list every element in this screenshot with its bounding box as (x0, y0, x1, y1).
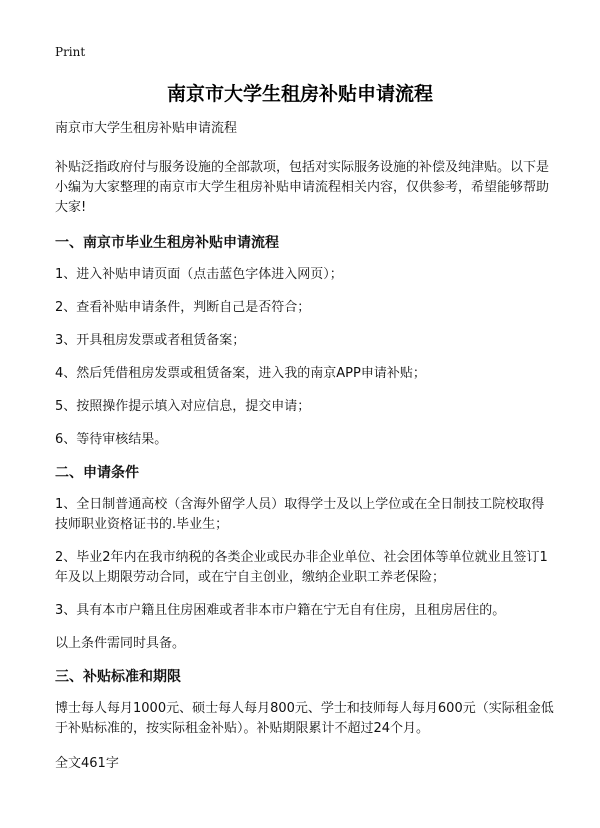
process-step: 3、开具租房发票或者租赁备案； (55, 333, 246, 348)
print-link[interactable]: Print (55, 45, 86, 59)
condition-item: 3、具有本市户籍且住房困难或者非本市户籍在宁无自有住房，且租房居住的。 (55, 603, 506, 618)
conditions-note: 以上条件需同时具备。 (55, 636, 186, 651)
section-heading-standards: 三、补贴标准和期限 (55, 669, 181, 685)
document-title: 南京市大学生租房补贴申请流程 (166, 83, 433, 105)
process-step: 5、按照操作提示填入对应信息，提交申请； (55, 399, 311, 414)
condition-item: 1、全日制普通高校（含海外留学人员）取得学士及以上学位或在全日制技工院校取得技师职业资格证书的.毕业生； (55, 497, 545, 532)
intro-paragraph: 补贴泛指政府付与服务设施的全部款项，包括对实际服务设施的补偿及纯津贴。以下是小编为大家整理的南京市大学生租房补贴申请流程相关内容，仅供参考，希望能够帮助大家! (55, 160, 550, 215)
process-step: 6、等待审核结果。 (55, 432, 168, 447)
process-step: 1、进入补贴申请页面（点击蓝色字体进入网页）； (55, 267, 343, 282)
condition-item: 2、毕业2年内在我市纳税的各类企业或民办非企业单位、社会团体等单位就业且签订1年及以上期限劳动合同，或在宁自主创业，缴纳企业职工养老保险； (55, 550, 548, 585)
word-count: 全文461字 (55, 756, 119, 771)
section-heading-process: 一、南京市毕业生租房补贴申请流程 (55, 235, 279, 251)
document-body (55, 119, 555, 774)
standards-paragraph: 博士每人每月1000元、硕士每人每月800元、学士和技师每人每月600元（实际租金低于补贴标准的，按实际租金补贴）。补贴期限累计不超过24个月。 (55, 701, 554, 736)
process-step: 4、然后凭借租房发票或租赁备案，进入我的南京APP申请补贴； (55, 366, 426, 381)
section-heading-conditions: 二、申请条件 (55, 465, 139, 481)
document-subtitle: 南京市大学生租房补贴申请流程 (55, 121, 238, 136)
process-step: 2、查看补贴申请条件，判断自己是否符合； (55, 300, 311, 315)
